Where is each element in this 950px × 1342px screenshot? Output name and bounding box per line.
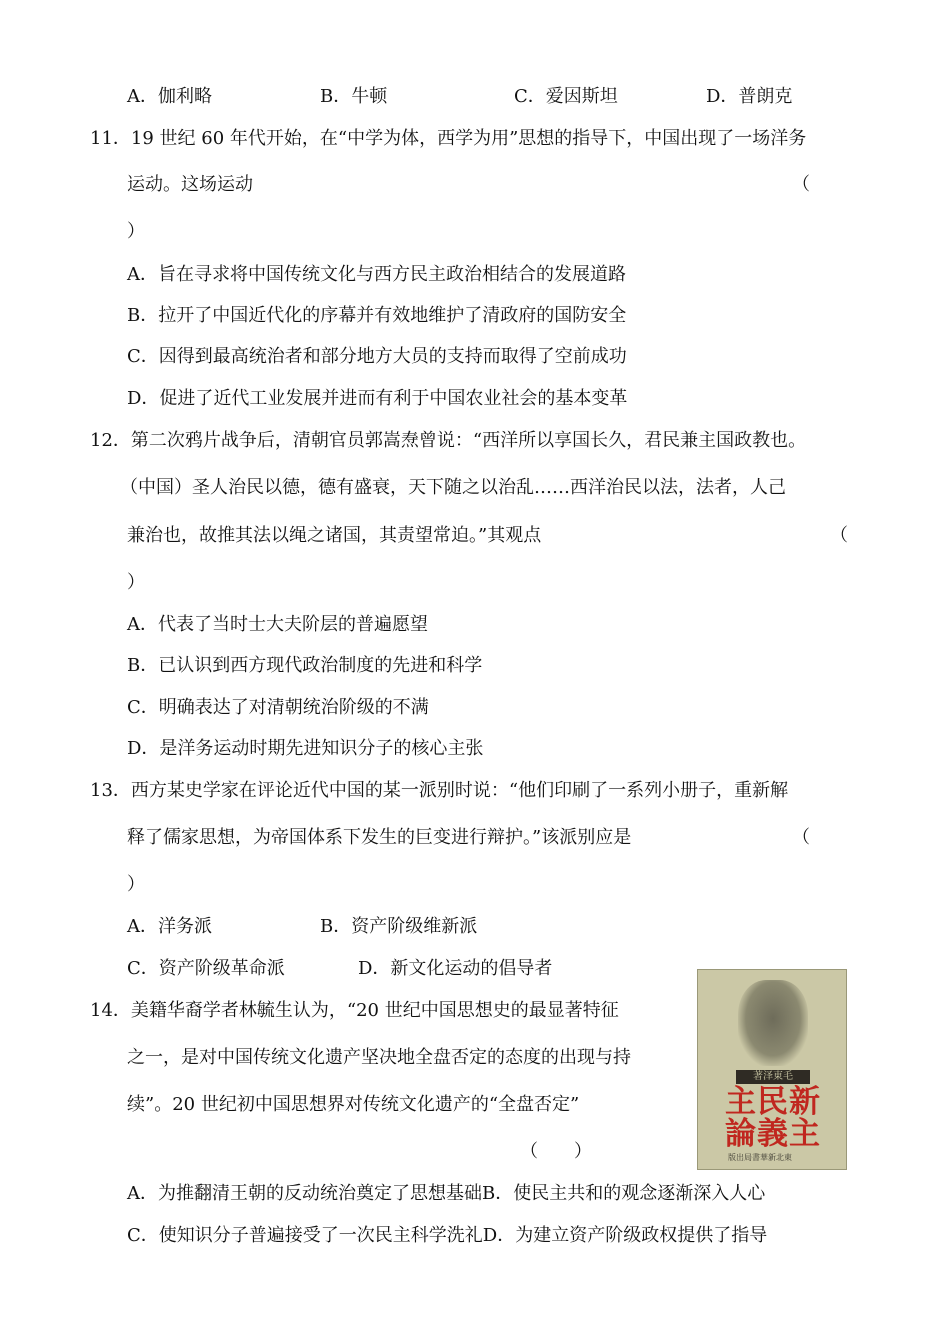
q10-option-b: B．牛顿 [320, 86, 388, 107]
q13-stem-line2: 释了儒家思想，为帝国体系下发生的巨变进行辩护。”该派别应是 [127, 827, 632, 848]
q12-answer-paren-open: （ [830, 525, 848, 546]
q13-option-a: A．洋务派 [127, 916, 212, 937]
cover-publisher: 版出局書華新北東 [728, 1153, 792, 1162]
cover-author: 著泽東毛 [736, 1070, 810, 1084]
q12-answer-paren-close: ） [127, 572, 145, 593]
q11-option-b: B．拉开了中国近代化的序幕并有效地维护了清政府的国防安全 [127, 305, 627, 326]
q12-option-a: A．代表了当时士大夫阶层的普遍愿望 [127, 614, 428, 635]
q13-option-c: C．资产阶级革命派 [127, 958, 285, 979]
q10-option-c: C．爱因斯坦 [514, 86, 618, 107]
q14-answer-paren: （ ） [520, 1141, 592, 1162]
q12-option-d: D．是洋务运动时期先进知识分子的核心主张 [127, 738, 484, 759]
q14-option-b: B．使民主共和的观念逐渐深入人心 [482, 1183, 766, 1204]
q11-option-c: C．因得到最高统治者和部分地方大员的支持而取得了空前成功 [127, 346, 627, 367]
q14-options-row1 [127, 1182, 765, 1206]
cover-title-line1: 主民新 [725, 1084, 821, 1120]
q12-option-c: C．明确表达了对清朝统治阶级的不满 [127, 697, 429, 718]
cover-title-line2: 論義主 [725, 1116, 821, 1152]
q12-stem-line3: 兼治也，故推其法以绳之诸国，其责望常迫。”其观点 [127, 525, 542, 546]
q11-stem-line1: 11．19 世纪 60 年代开始，在“中学为体，西学为用”思想的指导下，中国出现了一场洋务 [90, 128, 807, 149]
q11-stem-line2: 运动。这场运动 [127, 174, 253, 195]
q14-stem-line2: 之一，是对中国传统文化遗产坚决地全盘否定的态度的出现与持 [127, 1047, 631, 1068]
q13-answer-paren-close: ） [127, 874, 145, 895]
q11-answer-paren-open: （ [792, 174, 810, 195]
q14-option-a: A．为推翻清王朝的反动统治奠定了思想基础 [127, 1183, 482, 1204]
q14-options-row2 [127, 1224, 767, 1248]
portrait-image [738, 980, 808, 1066]
q11-option-d: D．促进了近代工业发展并进而有利于中国农业社会的基本变革 [127, 388, 628, 409]
q10-option-a: A．伽利略 [127, 86, 212, 107]
q11-answer-paren-close: ） [127, 221, 145, 242]
q11-option-a: A．旨在寻求将中国传统文化与西方民主政治相结合的发展道路 [127, 264, 626, 285]
book-cover-image [697, 969, 847, 1170]
q10-option-d: D．普朗克 [706, 86, 793, 107]
q14-option-d: D．为建立资产阶级政权提供了指导 [482, 1225, 768, 1246]
q12-stem-line2: （中国）圣人治民以德，德有盛衰，天下随之以治乱……西洋治民以法，法者，人己 [120, 477, 786, 498]
q12-option-b: B．已认识到西方现代政治制度的先进和科学 [127, 655, 483, 676]
q13-answer-paren-open: （ [792, 827, 810, 848]
q13-option-d: D．新文化运动的倡导者 [358, 958, 553, 979]
q13-stem-line1: 13．西方某史学家在评论近代中国的某一派别时说：“他们印刷了一系列小册子，重新解 [90, 780, 789, 801]
q14-option-c: C．使知识分子普遍接受了一次民主科学洗礼 [127, 1225, 483, 1246]
q14-stem-line1: 14．美籍华裔学者林毓生认为，“20 世纪中国思想史的最显著特征 [90, 1000, 619, 1021]
q14-stem-line3: 续”。20 世纪初中国思想界对传统文化遗产的“全盘否定” [127, 1094, 580, 1115]
q12-stem-line1: 12．第二次鸦片战争后，清朝官员郭嵩焘曾说：“西洋所以享国长久，君民兼主国政教也。 [90, 430, 807, 451]
q13-option-b: B．资产阶级维新派 [320, 916, 478, 937]
